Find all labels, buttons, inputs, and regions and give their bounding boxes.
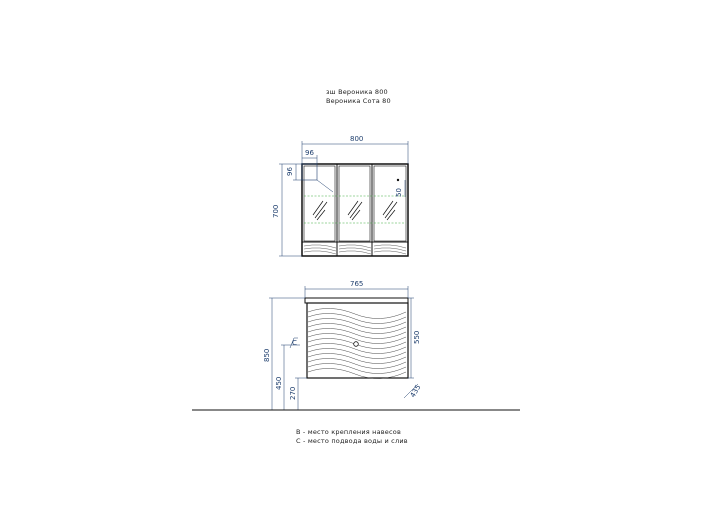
vanity-total-height-label: 850	[263, 348, 271, 362]
legend-b: В - место крепления навесов	[296, 428, 401, 436]
vanity-450-label: 450	[275, 376, 283, 390]
cabinet-width-label: 800	[350, 135, 364, 143]
drain-point	[354, 342, 359, 347]
cabinet-offset-side-label: 96	[286, 167, 294, 176]
cabinet-offset-top-label: 96	[305, 149, 314, 157]
legend-c: С - место подвода воды и слив	[296, 437, 408, 445]
cabinet-height-label: 700	[272, 204, 280, 218]
mirror-cabinet	[302, 164, 408, 256]
mount-point-b	[397, 179, 399, 181]
vanity-c-label: C	[292, 339, 297, 347]
cabinet-mount-label: 50	[395, 188, 403, 197]
vanity-height-label: 550	[413, 330, 421, 344]
shelf-lines	[304, 196, 406, 223]
wave-pattern-cabinet	[304, 245, 406, 254]
mirror-glare	[313, 201, 397, 220]
vanity-depth-label: 435	[408, 383, 423, 399]
model-title-2: Вероника Сота 80	[326, 97, 391, 105]
model-title-1: зш Вероника 800	[326, 88, 388, 96]
vanity-unit	[305, 298, 408, 378]
vanity-width-label: 765	[350, 280, 364, 288]
vanity-270-label: 270	[289, 386, 297, 400]
cabinet-dimensions	[279, 141, 408, 256]
